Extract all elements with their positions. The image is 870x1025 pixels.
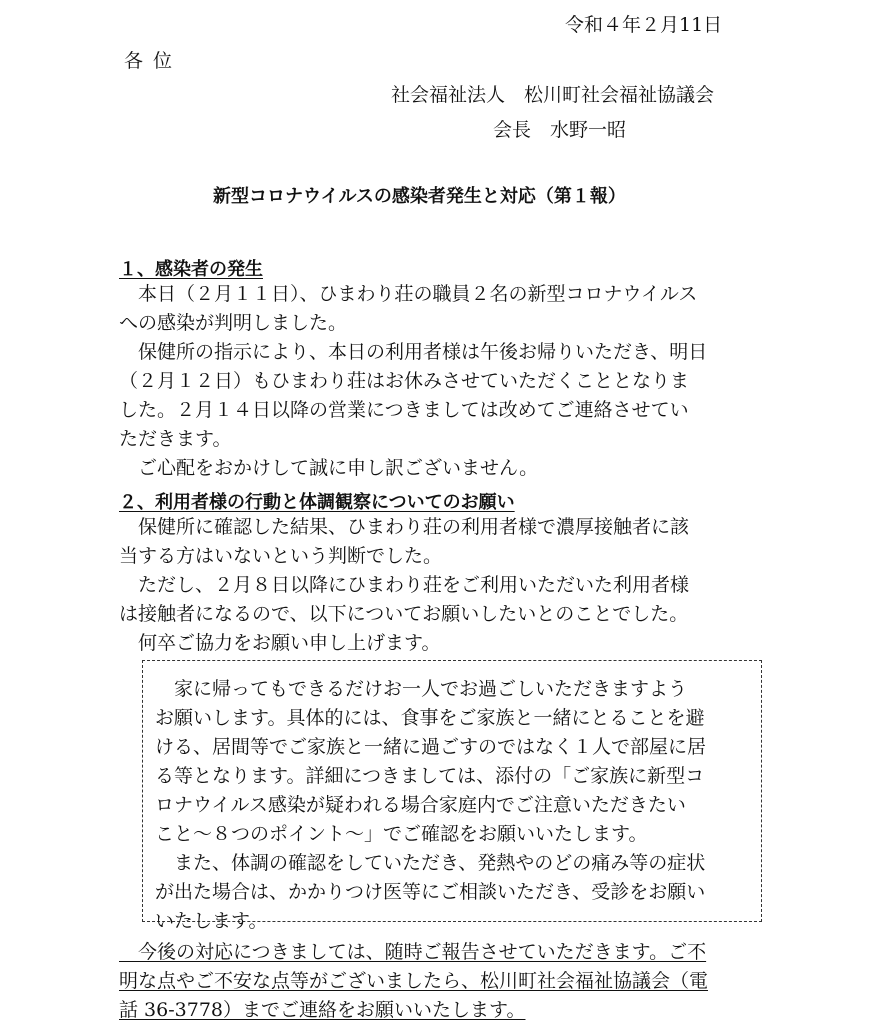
sender-organization: 社会福祉法人 松川町社会福祉協議会	[391, 84, 715, 106]
section2-body	[119, 513, 759, 658]
section2-line: 保健所に確認した結果、ひまわり荘の利用者様で濃厚接触者に該	[119, 516, 690, 538]
section1-line: への感染が判明しました。	[119, 312, 348, 334]
request-line: る等となります。詳細につきましては、添付の「ご家族に新型コ	[155, 765, 705, 787]
addressee: 各位	[124, 50, 183, 72]
section2-line: 何卒ご協力をお願い申し上げます。	[119, 632, 441, 654]
document-date: 令和４年２月11日	[565, 14, 723, 36]
request-line: いたします。	[155, 910, 268, 932]
closing-note	[119, 938, 759, 1025]
section1-body	[119, 280, 759, 483]
request-line: ロナウイルス感染が疑われる場合家庭内でご注意いただきたい	[155, 794, 686, 816]
document-title: 新型コロナウイルスの感染者発生と対応（第１報）	[213, 186, 626, 207]
closing-line: 話 36-3778）までご連絡をお願いいたします。	[119, 999, 526, 1021]
request-line: が出た場合は、かかりつけ医等にご相談いただき、受診をお願い	[155, 881, 706, 903]
request-box-text	[155, 675, 706, 936]
sender-president: 会長 水野一昭	[493, 119, 627, 141]
section2-line: は接触者になるので、以下についてお願いしたいとのことでした。	[119, 603, 689, 625]
closing-line: 明な点やご不安な点等がございましたら、松川町社会福祉協議会（電	[119, 970, 709, 992]
section1-heading: １、感染者の発生	[119, 259, 263, 280]
section1-line: 保健所の指示により、本日の利用者様は午後お帰りいただき、明日	[119, 341, 708, 363]
request-line: 家に帰ってもできるだけお一人でお過ごしいただきますよう	[155, 678, 688, 700]
closing-line: 今後の対応につきましては、随時ご報告させていただきます。ご不	[119, 941, 707, 963]
section1-line: 本日（２月１１日）、ひまわり荘の職員２名の新型コロナウイルス	[119, 283, 698, 305]
section2-heading: ２、利用者様の行動と体調観察についてのお願い	[119, 492, 515, 513]
section2-line: 当する方はいないという判断でした。	[119, 545, 443, 567]
request-box	[142, 660, 762, 932]
section1-line: ただきます。	[119, 428, 232, 450]
section1-line: した。２月１４日以降の営業につきましては改めてご連絡させてい	[119, 399, 689, 421]
request-line: ける、居間等でご家族と一緒に過ごすのではなく１人で部屋に居	[155, 736, 707, 758]
section1-line: （２月１２日）もひまわり荘はお休みさせていただくこととなりま	[119, 370, 690, 392]
request-line: こと～８つのポイント～」でご確認をお願いいたします。	[155, 823, 648, 845]
request-line: お願いします。具体的には、食事をご家族と一緒にとることを避	[155, 707, 705, 729]
section2-line: ただし、２月８日以降にひまわり荘をご利用いただいた利用者様	[119, 574, 690, 596]
request-line: また、体調の確認をしていただき、発熱やのどの痛み等の症状	[155, 852, 706, 874]
section1-line: ご心配をおかけして誠に申し訳ございません。	[119, 457, 539, 479]
